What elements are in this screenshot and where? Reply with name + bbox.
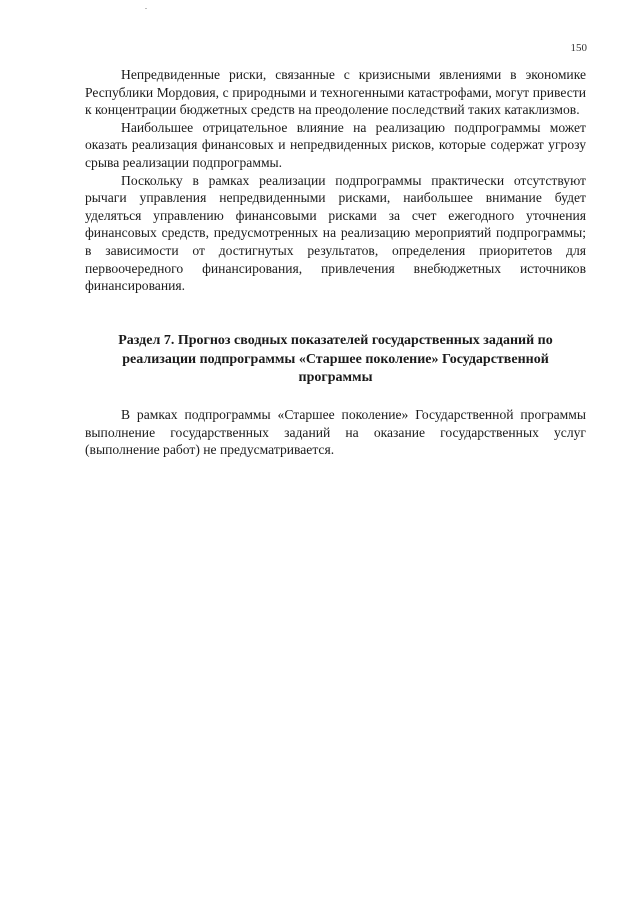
paragraph-negative-impact: Наибольшее отрицательное влияние на реализацию подпрограммы может оказать реализация финансовых и непредвиденных рисков, которые содержат угрозу срыва реализации подпрограммы.	[85, 119, 586, 170]
paragraph-state-assignments: В рамках подпрограммы «Старшее поколение» Государственной программы выполнение государственных заданий на оказание государственных услуг (выполнение работ) не предусматривается.	[85, 407, 586, 458]
scan-speck	[145, 8, 147, 9]
section-7-heading: Раздел 7. Прогноз сводных показателей государственных заданий по реализации подпрограммы «Старшее поколение» Государственной программы	[118, 333, 553, 385]
paragraph-risk-management: Поскольку в рамках реализации подпрограммы практически отсутствуют рычаги управления непредвиденными рисками, наибольшее внимание будет уделяться управлению финансовыми рисками за счет ежегодного уточнения финансовых средств, предусмотренных на реализацию мероприятий подпрограммы; в зависимости от достигнутых результатов, определения приоритетов для первоочередного финансирования, привлечения внебюджетных источников финансирования.	[85, 172, 586, 294]
paragraph-unforeseen-risks: Непредвиденные риски, связанные с кризисными явлениями в экономике Республики Мордовия, с природными и техногенными катастрофами, могут привести к концентрации бюджетных средств на преодоление последствий таких катаклизмов.	[85, 67, 586, 118]
page-number: 150	[570, 42, 587, 54]
section-7-text-block	[85, 406, 586, 459]
risk-text-block	[85, 66, 586, 295]
